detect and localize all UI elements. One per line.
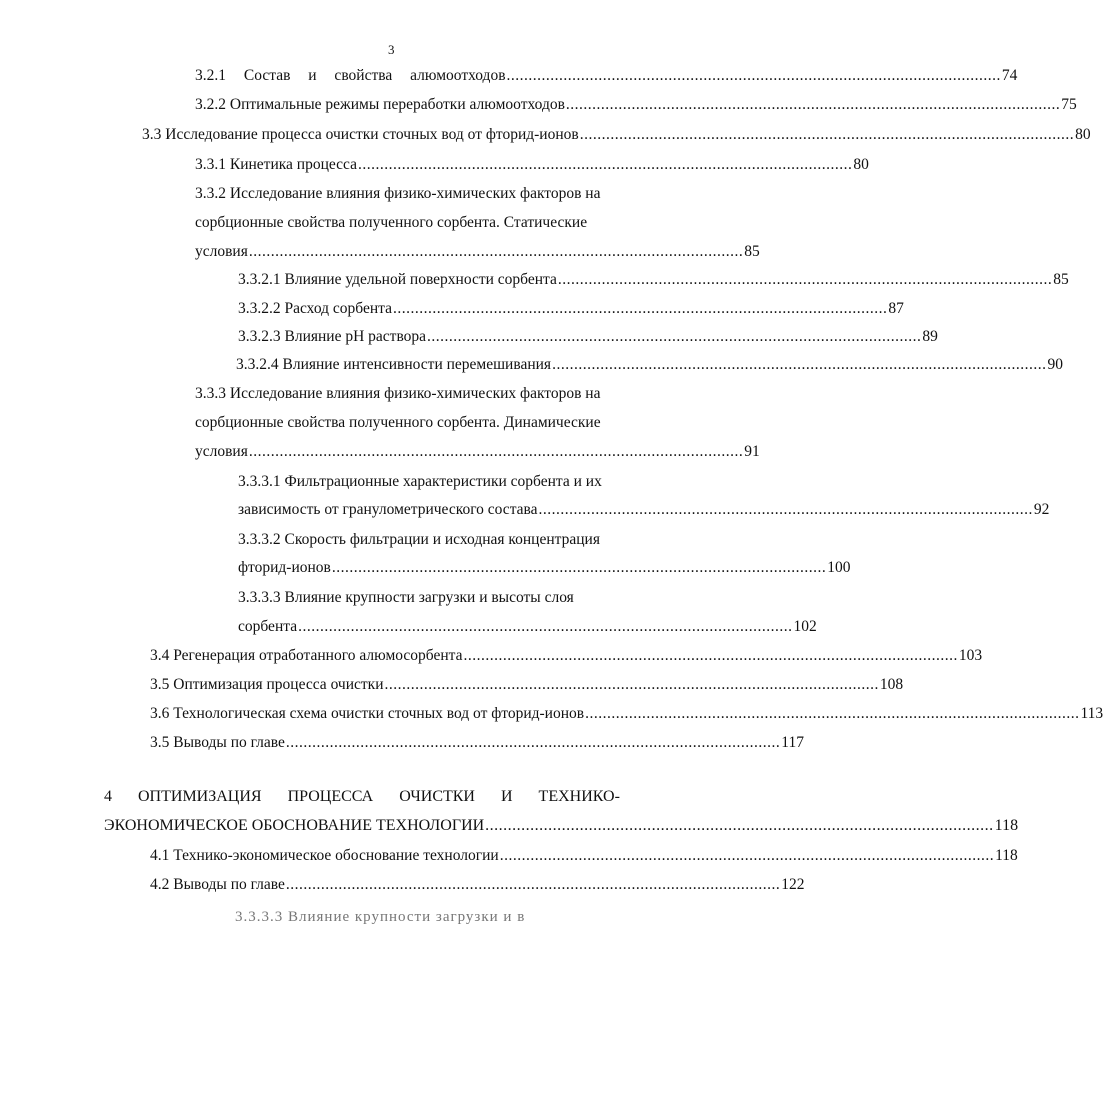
- toc-entry-title-line: 3.3.3.2 Скорость фильтрации и исходная концентрация: [238, 531, 600, 548]
- toc-entry-title-line: 3.3.3 Исследование влияния физико-химических факторов на: [195, 385, 601, 402]
- toc-entry-title-line: сорбционные свойства полученного сорбента. Динамические: [195, 414, 601, 431]
- toc-entry-3-3-1[interactable]: [195, 155, 869, 175]
- toc-entry-page: 87: [888, 300, 904, 317]
- toc-entry-page: 113: [1080, 705, 1103, 722]
- toc-entry-page: 117: [781, 734, 804, 751]
- toc-entry-page: 91: [744, 443, 760, 460]
- toc-chapter-4-line-1[interactable]: [104, 787, 677, 807]
- toc-entry-3-5-optimization[interactable]: [150, 675, 904, 695]
- toc-entry-title: 4.1 Технико-экономическое обоснование технологии: [150, 847, 499, 864]
- toc-entry-page: 100: [827, 559, 851, 576]
- toc-entry-title-line: 3.3.2 Исследование влияния физико-химических факторов на: [195, 185, 601, 202]
- toc-entry-title: 3.3.2.1 Влияние удельной поверхности сорбента: [238, 271, 557, 288]
- toc-entry-page: 118: [995, 847, 1018, 864]
- toc-entry-3-3-2-2[interactable]: [238, 299, 904, 319]
- toc-entry-title-line: условия: [195, 243, 248, 260]
- toc-entry-title: 3.2.1 Состав и свойства алюмоотходов: [195, 67, 506, 84]
- toc-entry-3-3-2-1[interactable]: [238, 270, 1069, 290]
- toc-entry-title: 3.5 Оптимизация процесса очистки: [150, 676, 384, 693]
- toc-leader-dots: .................................................................................................................: [392, 300, 888, 317]
- toc-entry-page: 85: [744, 243, 760, 260]
- toc-entry-page: 75: [1061, 96, 1077, 113]
- toc-entry-3-3-3-line-2: [195, 413, 674, 433]
- toc-leader-dots: .................................................................................................................: [298, 618, 793, 635]
- toc-entry-title: 3.3.2.2 Расход сорбента: [238, 300, 392, 317]
- toc-leader-dots: .................................................................................................................: [285, 876, 781, 893]
- toc-entry-3-3-3-line-1[interactable]: [195, 384, 674, 404]
- toc-leader-dots: .................................................................................................................: [552, 356, 1047, 373]
- toc-entry-page: 90: [1047, 356, 1063, 373]
- toc-entry-4-1[interactable]: [150, 846, 1018, 866]
- toc-entry-title-line: ЭКОНОМИЧЕСКОЕ ОБОСНОВАНИЕ ТЕХНОЛОГИИ: [104, 817, 485, 834]
- toc-entry-3-3-2-3[interactable]: [238, 327, 938, 347]
- toc-leader-dots: .................................................................................................................: [248, 443, 744, 460]
- toc-leader-dots: .................................................................................................................: [285, 734, 781, 751]
- toc-entry-page: 80: [1075, 126, 1091, 143]
- toc-entry-3-3-3-3-line-2[interactable]: [238, 617, 817, 637]
- toc-entry-title-line: 4 ОПТИМИЗАЦИЯ ПРОЦЕССА ОЧИСТКИ И ТЕХНИКО-: [104, 788, 620, 805]
- toc-entry-title-line: 3.3.3.3 Влияние крупности загрузки и высоты слоя: [238, 589, 574, 606]
- toc-entry-title-line: 3.3.3.1 Фильтрационные характеристики сорбента и их: [238, 473, 602, 490]
- toc-leader-dots: .................................................................................................................: [538, 501, 1033, 518]
- toc-entry-title: 3.3.2.3 Влияние pH раствора: [238, 328, 427, 345]
- toc-entry-title-line: фторид-ионов: [238, 559, 331, 576]
- toc-leader-dots: .................................................................................................................: [565, 96, 1061, 113]
- toc-entry-page: 103: [958, 647, 983, 664]
- toc-entry-3-3[interactable]: [142, 125, 1091, 145]
- toc-entry-3-3-2-line-3[interactable]: [195, 242, 760, 262]
- bleed-through-text: 3.3.3.3 Влияние крупности загрузки и в: [235, 909, 526, 925]
- toc-entry-3-3-3-2-line-1[interactable]: [238, 530, 674, 550]
- toc-leader-dots: .................................................................................................................: [248, 243, 744, 260]
- toc-leader-dots: .................................................................................................................: [427, 328, 922, 345]
- toc-entry-title-line: сорбционные свойства полученного сорбента. Статические: [195, 214, 588, 231]
- toc-leader-dots: .................................................................................................................: [585, 705, 1080, 722]
- toc-entry-3-2-1[interactable]: [195, 66, 1018, 86]
- toc-entry-title-line: условия: [195, 443, 248, 460]
- toc-entry-title-line: зависимость от гранулометрического состава: [238, 501, 538, 518]
- toc-leader-dots: .................................................................................................................: [463, 647, 958, 664]
- toc-entry-3-5-conclusions[interactable]: [150, 733, 804, 753]
- toc-leader-dots: .................................................................................................................: [506, 67, 1001, 84]
- toc-entry-4-2[interactable]: [150, 875, 805, 895]
- toc-entry-3-4[interactable]: [150, 646, 983, 666]
- toc-entry-title: 3.3.2.4 Влияние интенсивности перемешивания: [236, 356, 552, 373]
- toc-entry-title: 3.6 Технологическая схема очистки сточных вод от фторид-ионов: [150, 705, 585, 722]
- toc-entry-page: 85: [1053, 271, 1069, 288]
- toc-entry-page: 74: [1001, 67, 1018, 84]
- toc-entry-page: 118: [994, 817, 1019, 834]
- toc-leader-dots: .................................................................................................................: [579, 126, 1075, 143]
- toc-leader-dots: .................................................................................................................: [384, 676, 879, 693]
- toc-entry-3-2-2[interactable]: [195, 95, 1077, 115]
- toc-leader-dots: .................................................................................................................: [485, 817, 994, 834]
- toc-entry-3-3-2-line-1[interactable]: [195, 184, 674, 204]
- toc-entry-3-6[interactable]: [150, 704, 1103, 724]
- toc-entry-title-line: сорбента: [238, 618, 298, 635]
- toc-entry-title: 3.3 Исследование процесса очистки сточных вод от фторид-ионов: [142, 126, 579, 143]
- toc-entry-3-3-3-2-line-2[interactable]: [238, 558, 851, 578]
- toc-leader-dots: .................................................................................................................: [499, 847, 995, 864]
- toc-entry-title: 3.4 Регенерация отработанного алюмосорбента: [150, 647, 463, 664]
- toc-entry-3-3-2-line-2: [195, 213, 674, 233]
- toc-entry-3-3-3-1-line-2[interactable]: [238, 500, 1050, 520]
- toc-entry-page: 89: [922, 328, 938, 345]
- toc-entry-3-3-3-3-line-1[interactable]: [238, 588, 674, 608]
- toc-entry-page: 102: [793, 618, 817, 635]
- toc-entry-page: 108: [879, 676, 904, 693]
- toc-entry-page: 122: [781, 876, 805, 893]
- toc-entry-title: 4.2 Выводы по главе: [150, 876, 285, 893]
- toc-leader-dots: .................................................................................................................: [331, 559, 827, 576]
- toc-entry-title: 3.2.2 Оптимальные режимы переработки алюмоотходов: [195, 96, 565, 113]
- page-number: 3: [388, 42, 395, 57]
- toc-entry-page: 92: [1033, 501, 1050, 518]
- toc-leader-dots: .................................................................................................................: [557, 271, 1053, 288]
- toc-entry-3-3-3-line-3[interactable]: [195, 442, 760, 462]
- toc-entry-3-3-3-1-line-1[interactable]: [238, 472, 674, 492]
- toc-entry-title: 3.3.1 Кинетика процесса: [195, 156, 357, 173]
- toc-chapter-4-line-2[interactable]: [104, 816, 1019, 836]
- toc-entry-page: 80: [853, 156, 869, 173]
- toc-entry-3-3-2-4[interactable]: [236, 355, 1063, 375]
- toc-entry-title: 3.5 Выводы по главе: [150, 734, 285, 751]
- toc-leader-dots: .................................................................................................................: [358, 156, 853, 173]
